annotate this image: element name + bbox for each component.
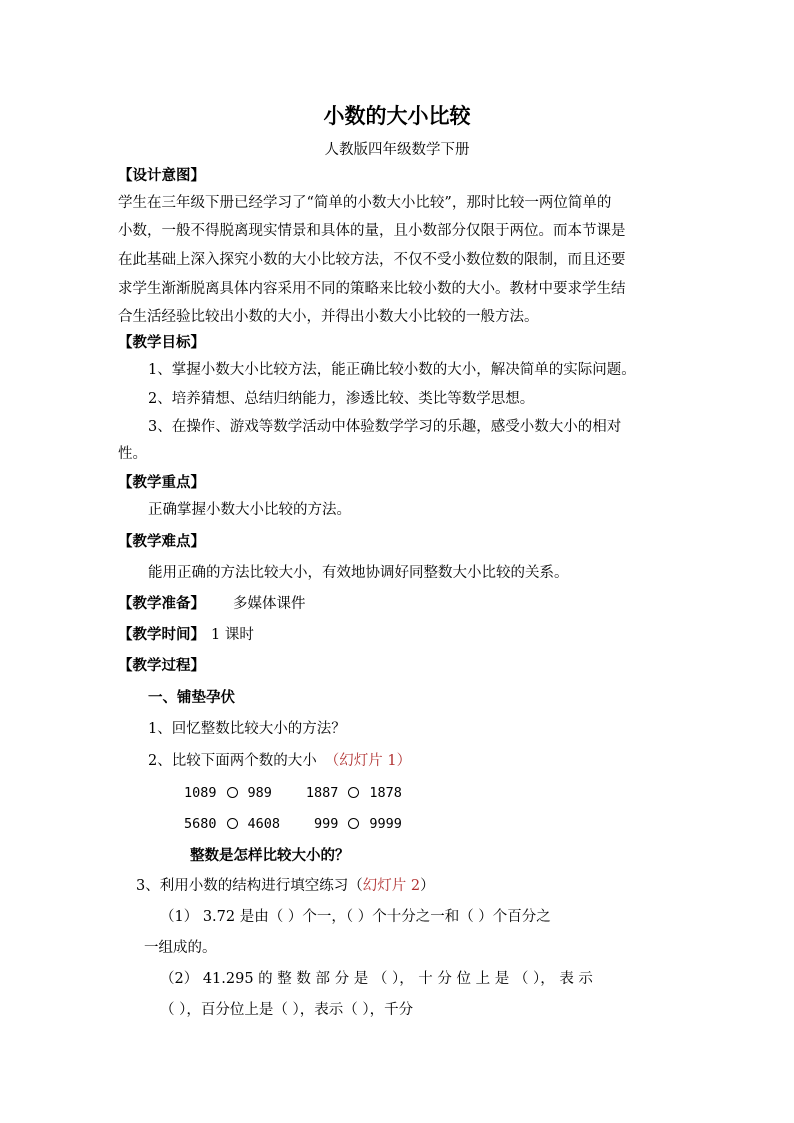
practice-1-line-1: （1） 3.72 是由（ ）个一，（ ）个十分之一和（ ）个百分之 [160, 909, 551, 925]
design-header: 【设计意图】 [118, 167, 205, 184]
design-line-5: 合生活经验比较出小数的大小，并得出小数大小比较的一般方法。 [118, 309, 539, 325]
compare-num-4608: 4608 [247, 816, 281, 832]
section-1-heading: 一、铺垫孕伏 [148, 689, 235, 706]
compare-row-2 [184, 814, 402, 834]
question-3: 3、利用小数的结构进行填空练习（ [136, 878, 363, 894]
compare-num-989: 989 [247, 785, 272, 801]
key-text: 正确掌握小数大小比较的方法。 [148, 502, 351, 518]
compare-num-9999: 9999 [369, 816, 402, 832]
question-1: 1、回忆整数比较大小的方法？ [148, 721, 346, 737]
time-header: 【教学时间】 [118, 626, 205, 643]
compare-num-1887: 1887 [305, 785, 339, 801]
compare-circle-icon [348, 818, 359, 829]
compare-num-5680: 5680 [184, 816, 217, 832]
goal-2: 2、培养猜想、总结归纳能力，渗透比较、类比等数学思想。 [148, 391, 535, 407]
goal-1: 1、掌握小数大小比较方法，能正确比较小数的大小，解决简单的实际问题。 [148, 362, 636, 378]
prep-header: 【教学准备】 [118, 595, 205, 612]
process-header: 【教学过程】 [118, 657, 205, 674]
time-text: 1 课时 [211, 627, 254, 643]
compare-num-999: 999 [314, 816, 339, 832]
practice-2-line-1: （2） 41.295 的 整 数 部 分 是 （ ）， 十 分 位 上 是 （ ）， 表 示 [160, 971, 593, 987]
difficulty-header: 【教学难点】 [118, 533, 205, 550]
goal-3a: 3、在操作、游戏等数学活动中体验数学学习的乐趣，感受小数大小的相对 [148, 419, 622, 435]
compare-circle-icon [348, 787, 359, 798]
question-3-row [136, 876, 435, 896]
compare-circle-icon [227, 818, 238, 829]
design-line-1: 学生在三年级下册已经学习了“简单的小数大小比较”，那时比较一两位简单的 [118, 195, 612, 211]
question-2-followup: 整数是怎样比较大小的？ [190, 847, 350, 864]
practice-2-line-2: （ ），百分位上是（ ），表示（ ），千分 [160, 1002, 414, 1018]
time-row [118, 625, 254, 645]
goal-3b: 性。 [118, 446, 147, 462]
design-line-3: 在此基础上深入探究小数的大小比较方法，不仅不受小数位数的限制，而且还要 [118, 252, 626, 268]
prep-text: 多媒体课件 [233, 596, 306, 612]
question-3-close: ） [420, 878, 435, 894]
slide-2-ref: 幻灯片 2 [362, 878, 421, 894]
question-2: 2、比较下面两个数的大小 [148, 753, 317, 769]
compare-circle-icon [227, 787, 238, 798]
compare-num-1089: 1089 [184, 785, 217, 801]
practice-1-line-2: 一组成的。 [144, 940, 217, 956]
page-subtitle: 人教版四年级数学下册 [324, 142, 470, 158]
difficulty-text: 能用正确的方法比较大小，有效地协调好同整数大小比较的关系。 [148, 565, 569, 581]
design-line-4: 求学生渐渐脱离具体内容采用不同的策略来比较小数的大小。教材中要求学生结 [118, 281, 626, 297]
goals-header: 【教学目标】 [118, 334, 205, 351]
slide-1-ref: （幻灯片 1） [324, 753, 412, 769]
compare-row-1 [184, 783, 402, 803]
design-line-2: 小数，一般不得脱离现实情景和具体的量，且小数部分仅限于两位。而本节课是 [118, 223, 626, 239]
compare-num-1878: 1878 [369, 785, 402, 801]
key-header: 【教学重点】 [118, 474, 205, 491]
page-title: 小数的大小比较 [323, 103, 471, 128]
prep-row [118, 594, 306, 614]
question-2-row [148, 751, 411, 771]
